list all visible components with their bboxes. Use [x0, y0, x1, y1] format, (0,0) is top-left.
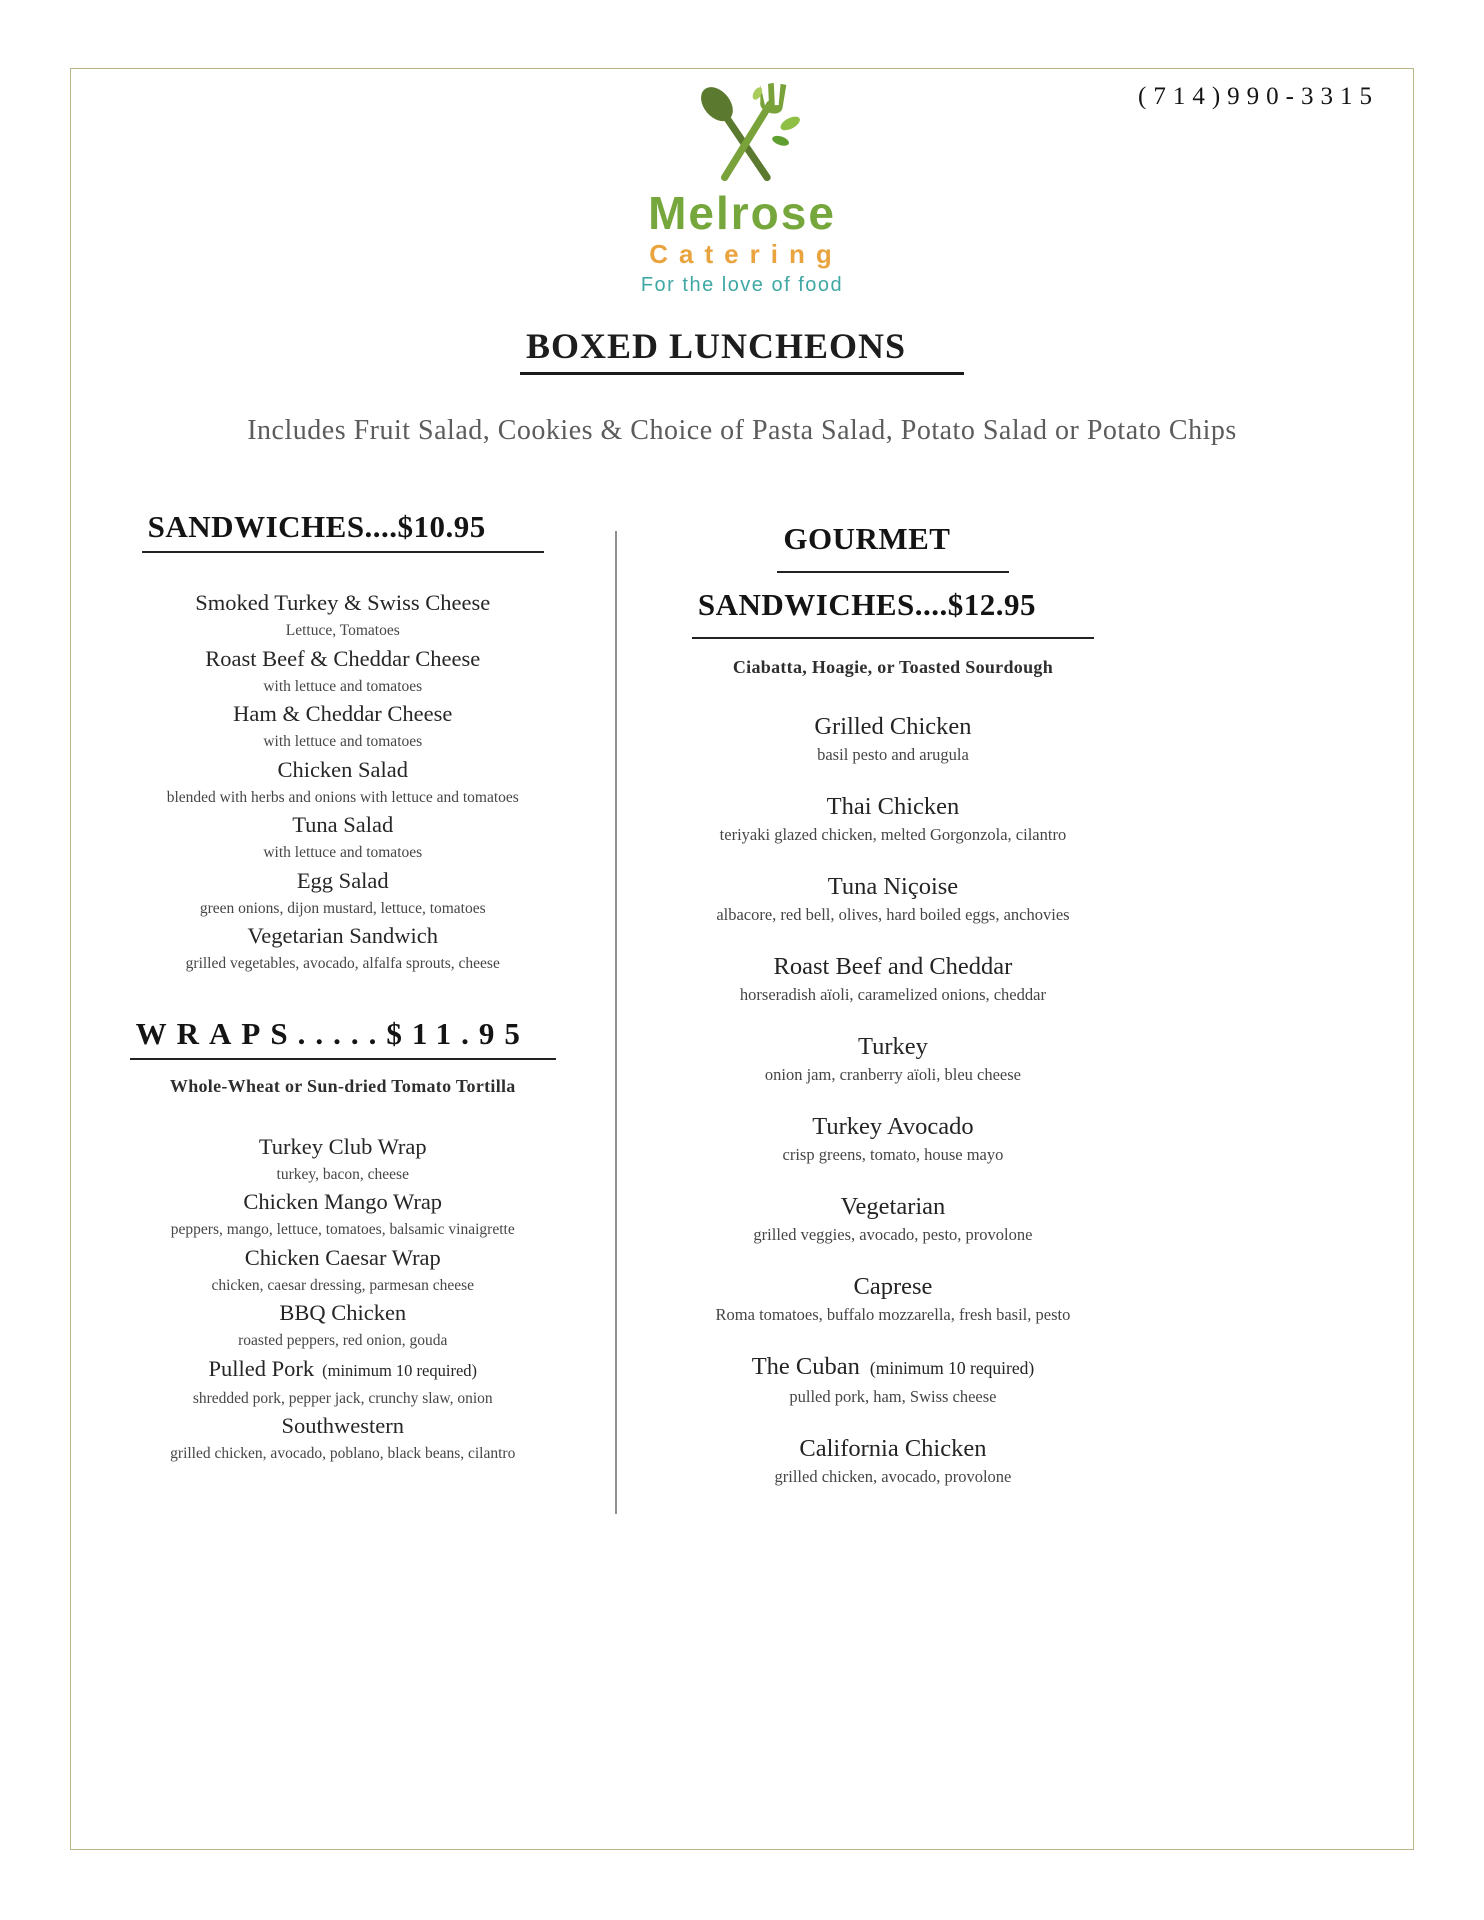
wraps-list — [71, 1133, 615, 1468]
item-description: Roma tomatoes, buffalo mozzarella, fresh basil, pesto — [715, 1305, 1071, 1324]
item-name-line — [617, 952, 1170, 981]
item-name: Grilled Chicken — [814, 713, 972, 740]
item-name: Turkey — [858, 1033, 928, 1060]
item-name: Pulled Pork — [208, 1355, 315, 1381]
item-name: Ham & Cheddar Cheese — [233, 701, 453, 726]
item-name: Thai Chicken — [826, 793, 960, 820]
menu-item — [617, 1112, 1170, 1169]
menu-page — [70, 68, 1414, 1850]
menu-item — [71, 1188, 615, 1244]
item-description: pulled pork, ham, Swiss cheese — [789, 1387, 997, 1406]
brand-name: Melrose — [648, 187, 836, 239]
item-description: horseradish aïoli, caramelized onions, cheddar — [739, 985, 1046, 1004]
item-description: grilled chicken, avocado, poblano, black beans, cilantro — [170, 1445, 516, 1462]
menu-item — [617, 1352, 1170, 1411]
item-name: Smoked Turkey & Swiss Cheese — [195, 590, 491, 615]
menu-item — [617, 1032, 1170, 1089]
item-description: crisp greens, tomato, house mayo — [782, 1145, 1004, 1164]
item-description: onion jam, cranberry aïoli, bleu cheese — [764, 1065, 1021, 1084]
gourmet-list — [617, 712, 1170, 1491]
brand-subname: Catering — [649, 239, 843, 269]
menu-item — [71, 1412, 615, 1468]
item-name: Caprese — [853, 1273, 933, 1300]
item-description: Lettuce, Tomatoes — [285, 622, 400, 639]
item-name-line — [71, 756, 615, 784]
item-name-line — [71, 922, 615, 950]
menu-item — [617, 872, 1170, 929]
item-name-line — [71, 645, 615, 673]
menu-item — [71, 1133, 615, 1189]
item-name-line — [71, 867, 615, 895]
item-name-line — [617, 1272, 1170, 1301]
left-column — [71, 509, 615, 1514]
section-heading-wraps: WRAPS.....$11.95 — [130, 1016, 556, 1060]
menu-item — [71, 700, 615, 756]
item-name-line — [71, 1244, 615, 1272]
item-description: turkey, bacon, cheese — [276, 1165, 409, 1183]
item-name: Tuna Niçoise — [827, 873, 959, 900]
item-name: California Chicken — [799, 1435, 987, 1462]
item-name-line — [71, 1133, 615, 1161]
item-name: The Cuban — [751, 1353, 860, 1380]
menu-item — [617, 1272, 1170, 1329]
item-name-line — [71, 1188, 615, 1216]
menu-item — [617, 792, 1170, 849]
item-name-line — [617, 1352, 1170, 1383]
menu-item — [71, 645, 615, 701]
item-name-line — [71, 1299, 615, 1327]
item-name: Chicken Caesar Wrap — [244, 1244, 441, 1270]
item-name: Chicken Mango Wrap — [243, 1189, 443, 1214]
item-name-line — [617, 1032, 1170, 1061]
item-description: grilled veggies, avocado, pesto, provolone — [753, 1225, 1033, 1244]
gourmet-subheading: Ciabatta, Hoagie, or Toasted Sourdough — [732, 657, 1053, 677]
item-name: Vegetarian — [840, 1193, 946, 1220]
item-description: teriyaki glazed chicken, melted Gorgonzola, cilantro — [719, 825, 1067, 844]
page-title: BOXED LUNCHEONS — [520, 325, 964, 375]
item-name-line — [617, 712, 1170, 741]
item-description: with lettuce and tomatoes — [263, 844, 423, 861]
item-name: Egg Salad — [296, 867, 389, 893]
menu-item — [617, 712, 1170, 769]
item-description: with lettuce and tomatoes — [263, 733, 423, 750]
item-name: Roast Beef & Cheddar Cheese — [205, 645, 481, 671]
menu-item — [71, 1355, 615, 1413]
wraps-section — [71, 1016, 615, 1468]
brand-tagline: For the love of food — [640, 274, 844, 296]
item-name-line — [71, 589, 615, 617]
item-name: Tuna Salad — [292, 812, 394, 837]
item-name-line — [617, 1434, 1170, 1463]
item-description: shredded pork, pepper jack, crunchy slaw, onion — [192, 1389, 493, 1407]
section-heading-gourmet-line2: SANDWICHES....$12.95 — [692, 575, 1094, 639]
menu-item — [71, 1244, 615, 1300]
item-description: blended with herbs and onions with lettuce and tomatoes — [166, 788, 519, 806]
item-description: basil pesto and arugula — [817, 745, 969, 764]
sandwiches-list — [71, 589, 615, 978]
item-name-line — [71, 1355, 615, 1385]
right-column — [617, 509, 1170, 1514]
menu-item — [71, 867, 615, 923]
item-description: grilled chicken, avocado, provolone — [774, 1467, 1012, 1486]
item-name: Vegetarian Sandwich — [247, 923, 439, 948]
menu-item — [71, 1299, 615, 1355]
item-name: Southwestern — [281, 1413, 404, 1438]
logo — [71, 81, 1413, 299]
item-name: BBQ Chicken — [279, 1300, 407, 1325]
menu-item — [71, 756, 615, 812]
item-description: albacore, red bell, olives, hard boiled eggs, anchovies — [716, 905, 1070, 924]
menu-item — [617, 1434, 1170, 1491]
menu-item — [617, 952, 1170, 1009]
item-name-line — [71, 811, 615, 839]
item-name-line — [617, 872, 1170, 901]
menu-item — [71, 922, 615, 978]
item-description: grilled vegetables, avocado, alfalfa sprouts, cheese — [185, 955, 500, 972]
menu-item — [71, 811, 615, 867]
menu-columns — [71, 509, 1413, 1514]
item-name-line — [71, 700, 615, 728]
page-subtitle: Includes Fruit Salad, Cookies & Choice of Pasta Salad, Potato Salad or Potato Chips — [247, 415, 1237, 446]
item-description: green onions, dijon mustard, lettuce, tomatoes — [199, 899, 486, 917]
phone-number: (714)990-3315 — [1138, 83, 1379, 110]
wraps-subheading: Whole-Wheat or Sun-dried Tomato Tortilla — [169, 1075, 516, 1096]
item-name-line — [617, 1192, 1170, 1221]
item-description: roasted peppers, red onion, gouda — [238, 1332, 448, 1349]
item-note: (minimum 10 required) — [322, 1360, 478, 1380]
item-description: with lettuce and tomatoes — [263, 677, 423, 695]
menu-item — [71, 589, 615, 645]
item-name: Turkey Avocado — [812, 1113, 974, 1140]
item-name: Chicken Salad — [277, 756, 409, 782]
section-heading-sandwiches: SANDWICHES....$10.95 — [142, 509, 544, 553]
item-name: Roast Beef and Cheddar — [773, 953, 1013, 980]
menu-item — [617, 1192, 1170, 1249]
item-description: peppers, mango, lettuce, tomatoes, balsamic vinaigrette — [170, 1221, 515, 1238]
item-name-line — [71, 1412, 615, 1440]
item-note: (minimum 10 required) — [869, 1358, 1035, 1378]
item-name-line — [617, 1112, 1170, 1141]
item-name: Turkey Club Wrap — [258, 1133, 427, 1159]
item-description: chicken, caesar dressing, parmesan cheese — [211, 1276, 474, 1294]
section-heading-gourmet-line1: GOURMET — [777, 509, 1008, 573]
item-name-line — [617, 792, 1170, 821]
